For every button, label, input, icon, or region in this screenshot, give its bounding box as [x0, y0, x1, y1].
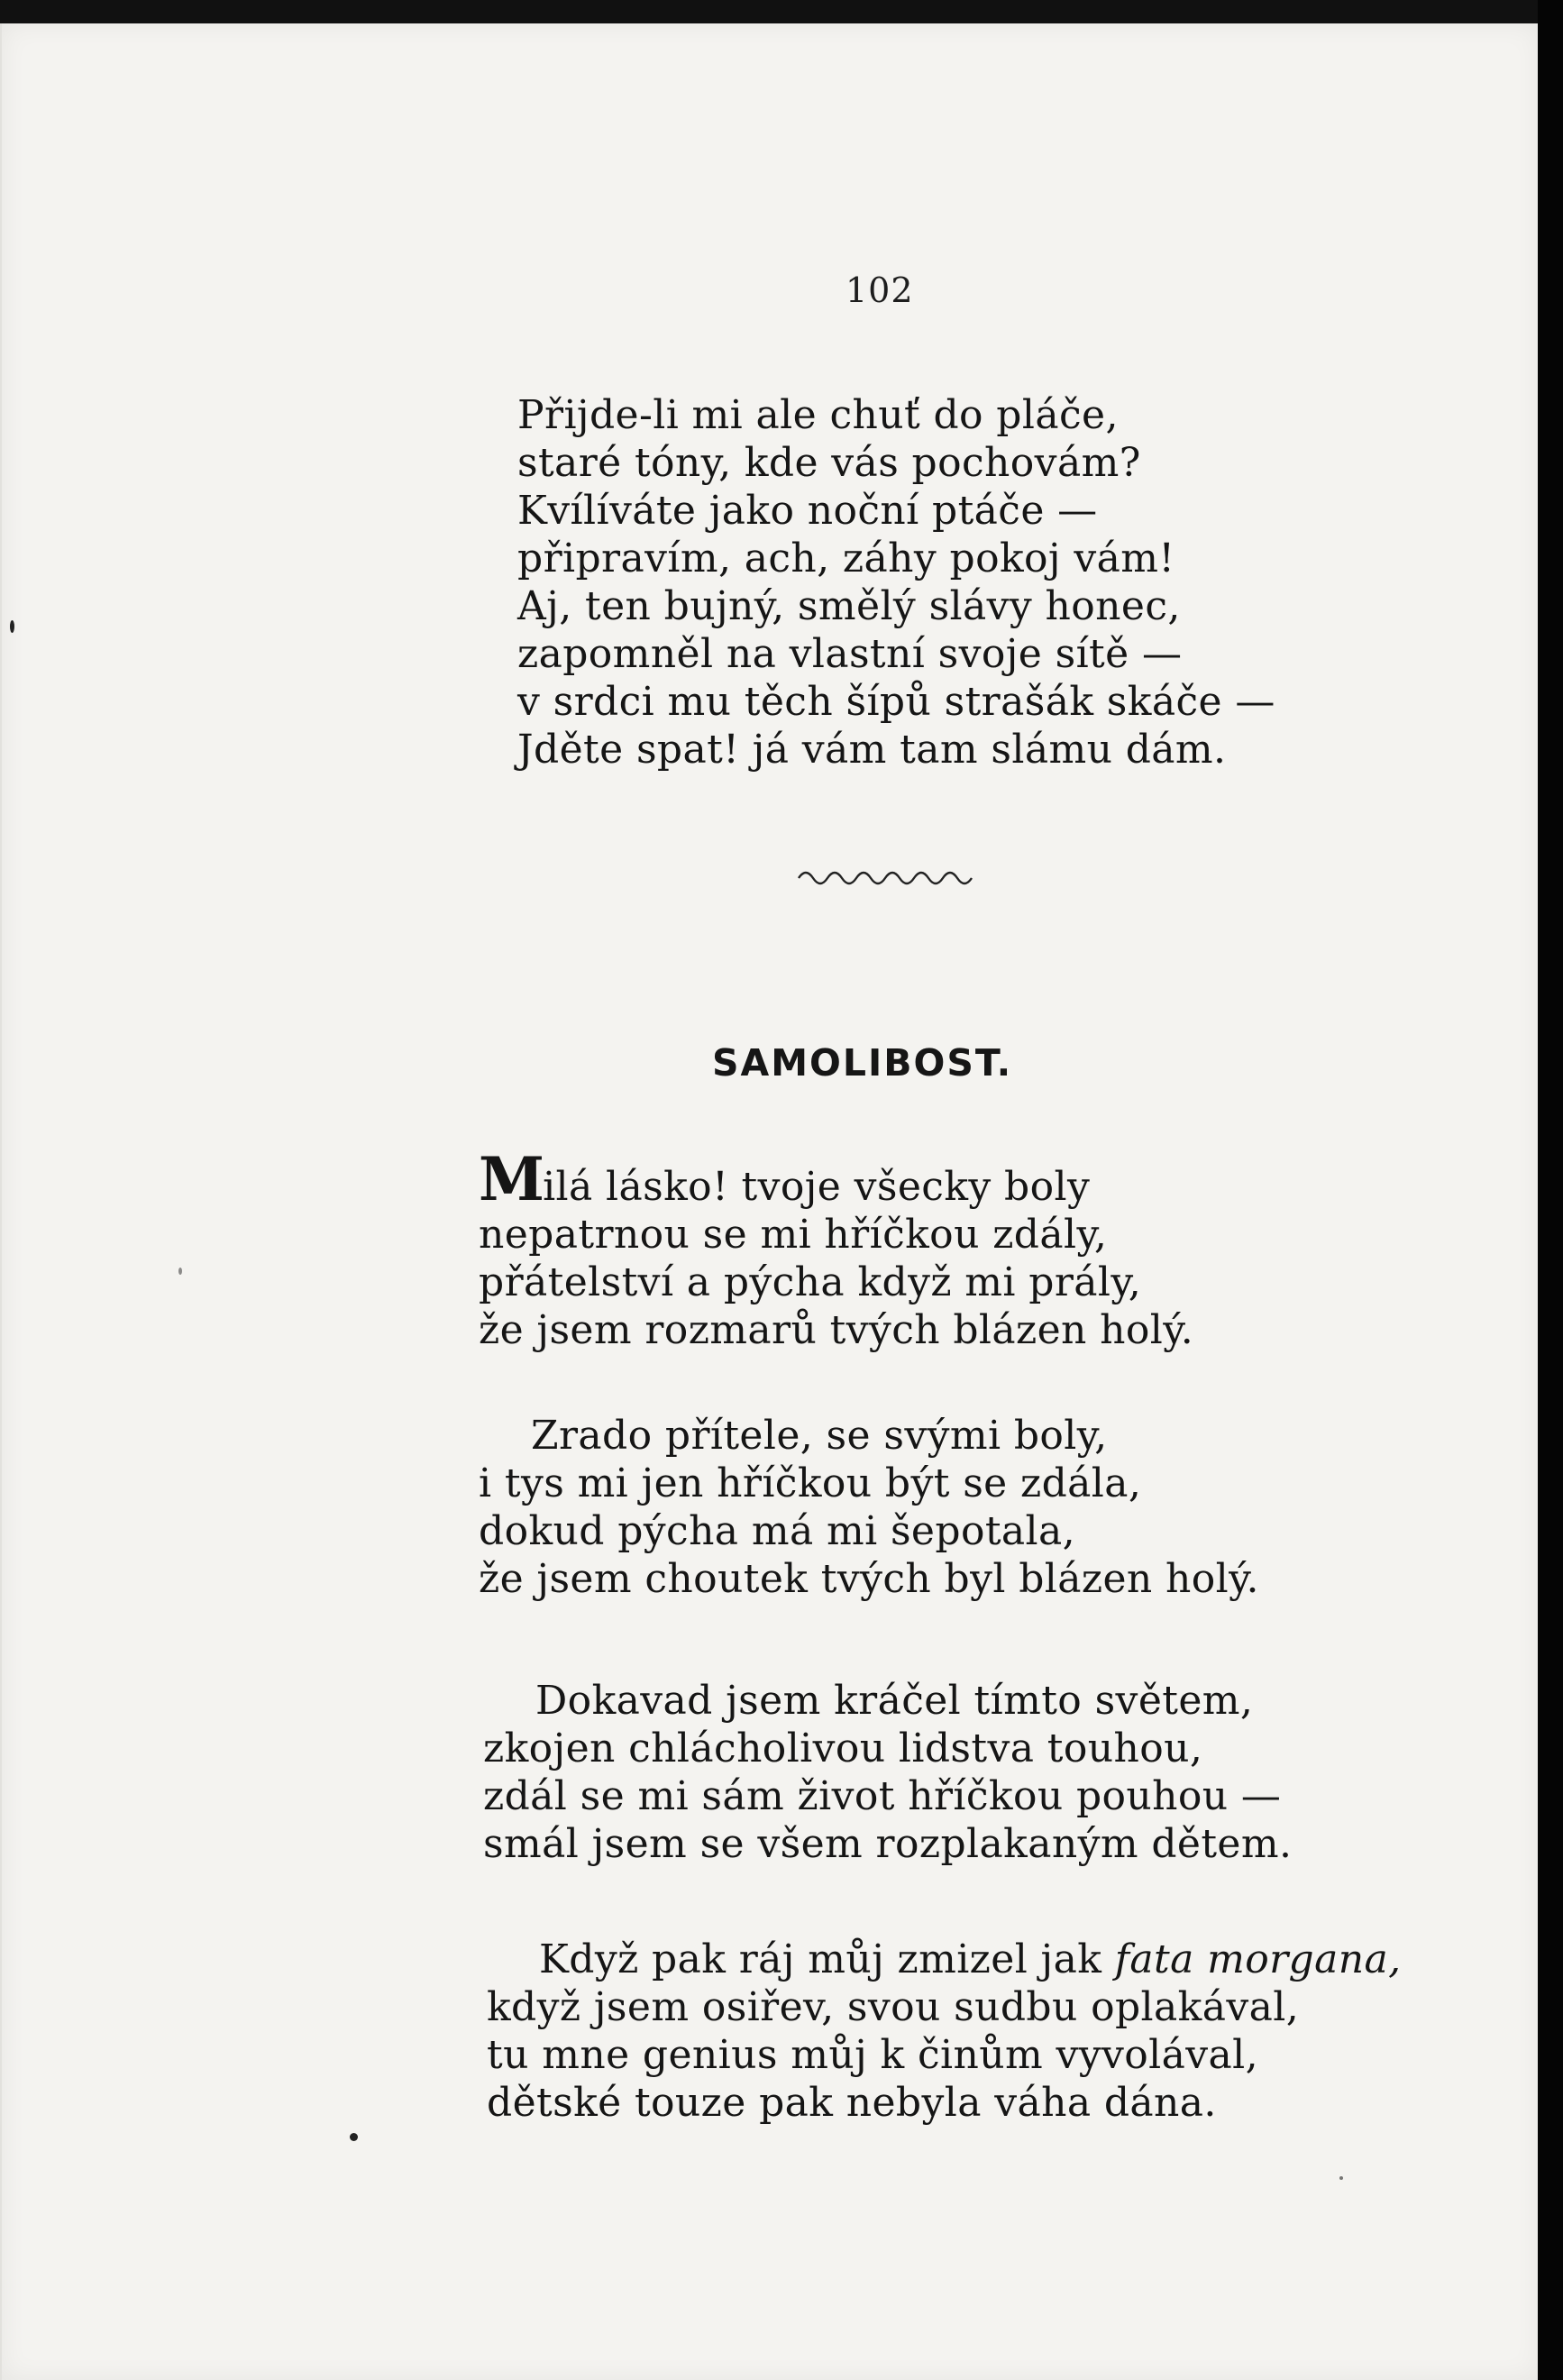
poem-line: nepatrnou se mi hříčkou zdály,	[479, 1212, 1108, 1258]
poem-line: dětské touze pak nebyla váha dána.	[487, 2080, 1217, 2126]
poem-line: Aj, ten bujný, smělý slávy honec,	[517, 583, 1181, 629]
poem-line: staré tóny, kde vás pochovám?	[517, 440, 1141, 486]
poem-line: zapomněl na vlastní svoje sítě —	[517, 631, 1183, 677]
poem-line: připravím, ach, záhy pokoj vám!	[517, 536, 1175, 581]
poem-line: že jsem rozmarů tvých blázen holý.	[479, 1307, 1194, 1353]
wave-ornament	[797, 865, 973, 887]
margin-speck	[350, 2133, 358, 2141]
page-number: 102	[845, 270, 914, 310]
poem-line: když jsem osiřev, svou sudbu oplakával,	[487, 1984, 1300, 2030]
poem-line: smál jsem se všem rozplakaným dětem.	[483, 1821, 1293, 1867]
previous-poem-stanza	[517, 391, 1275, 774]
poem-line-text: ilá lásko! tvoje všecky boly	[543, 1164, 1091, 1210]
poem-line: Jděte spat! já vám tam slámu dám.	[517, 727, 1227, 773]
book-edge-shadow	[1538, 0, 1563, 2380]
poem-line: i tys mi jen hříčkou být se zdála,	[479, 1460, 1142, 1506]
poem-stanza	[479, 1412, 1259, 1603]
margin-speck	[178, 1268, 182, 1275]
poem-line	[487, 1936, 1402, 1983]
margin-speck	[1339, 2176, 1343, 2180]
poem-line: přátelství a pýcha když mi prály,	[479, 1259, 1142, 1305]
poem-line: Přijde-li mi ale chuť do pláče,	[517, 392, 1119, 438]
poem-line	[479, 1144, 1193, 1214]
poem-stanza	[479, 1144, 1194, 1354]
poem-stanza	[487, 1936, 1402, 2127]
poem-line: Dokavad jsem kráčel tímto světem,	[535, 1678, 1254, 1724]
poem-line: tu mne genius můj k činům vyvolával,	[487, 2032, 1258, 2078]
poem-line: Kvílíváte jako noční ptáče —	[517, 488, 1098, 534]
poem-title: SAMOLIBOST.	[712, 1041, 1013, 1085]
poem-line-text: Když pak ráj můj zmizel jak	[539, 1936, 1115, 1982]
poem-line: zdál se mi sám život hříčkou pouhou —	[483, 1773, 1282, 1819]
drop-cap-initial: M	[479, 1144, 544, 1214]
poem-line: že jsem choutek tvých byl blázen holý.	[479, 1556, 1259, 1602]
italic-phrase: fata morgana,	[1114, 1936, 1402, 1982]
poem-line: zkojen chlácholivou lidstva touhou,	[483, 1726, 1203, 1771]
margin-speck	[10, 620, 14, 633]
poem-line: dokud pýcha má mi šepotala,	[479, 1508, 1076, 1554]
poem-line: v srdci mu těch šípů strašák skáče —	[517, 679, 1275, 725]
poem-stanza	[483, 1677, 1292, 1868]
poem-line: Zrado přítele, se svými boly,	[531, 1413, 1108, 1459]
